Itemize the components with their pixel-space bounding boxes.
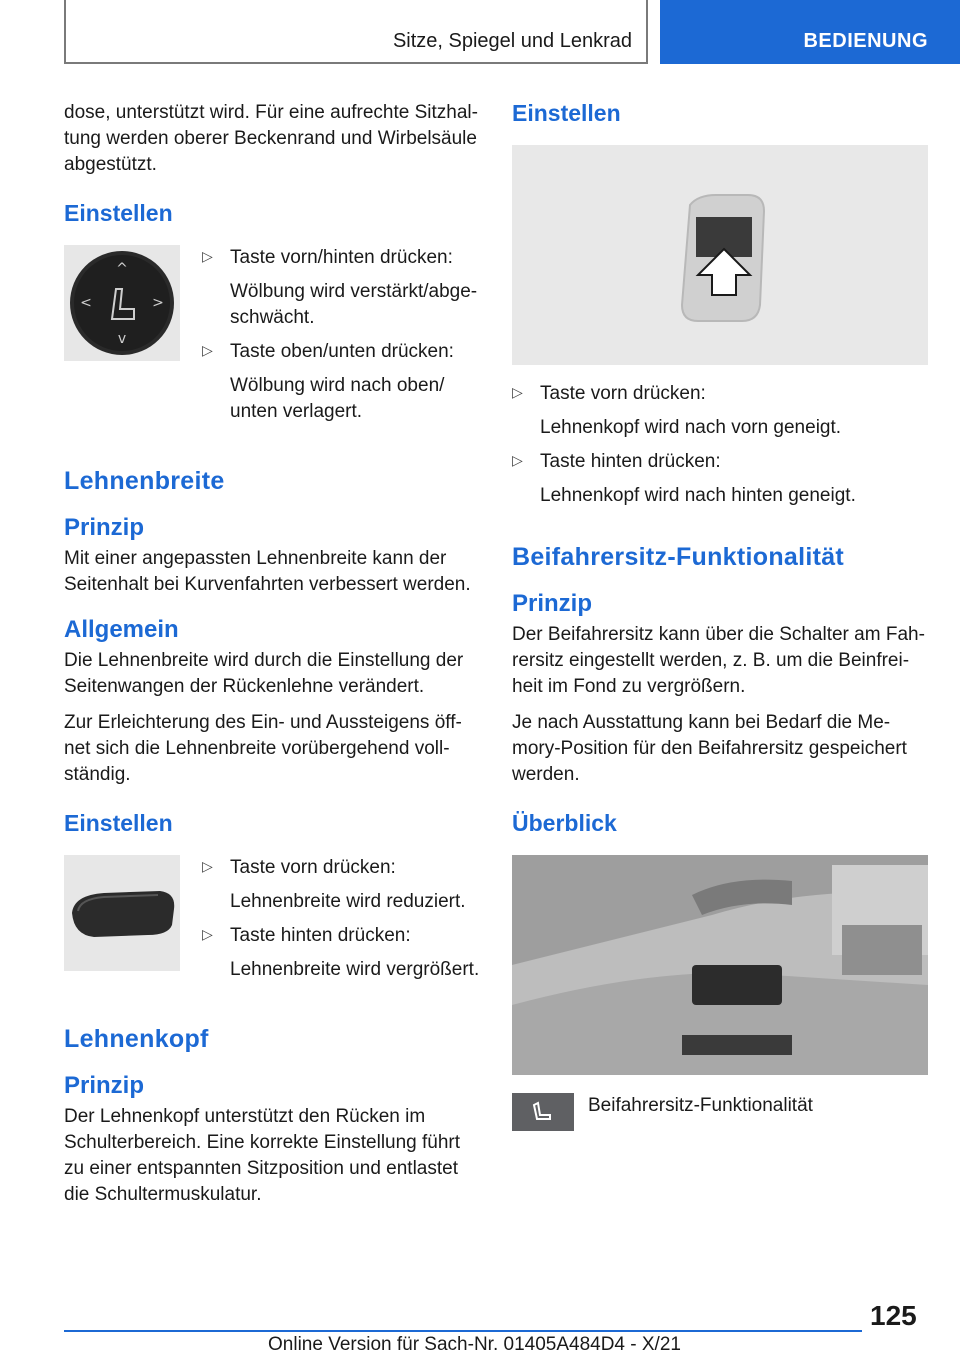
backrest-adjust-heading: Einstellen xyxy=(64,810,173,836)
left-column xyxy=(64,100,480,1218)
overview-heading: Überblick xyxy=(512,810,617,836)
door-panel-image xyxy=(512,855,928,1075)
backrest-width-button-image xyxy=(64,855,180,971)
headrest-steps xyxy=(512,381,928,509)
passenger-seat-icon xyxy=(512,1093,574,1131)
svg-text:^: ^ xyxy=(116,261,128,277)
footer-text: Online Version für Sach-Nr. 01405A484D4 - X/21 xyxy=(268,1334,681,1355)
triangle-bullet-icon: ▷ xyxy=(202,342,213,358)
headrest-principle-text: Der Lehnenkopf unterstützt den Rücken im Schulterbereich. Eine korrekte Einstellung führt zu einer entspannten Sitzposition und entlastet die Schultermuskulatur. xyxy=(64,1106,461,1205)
passenger-principle-heading: Prinzip xyxy=(512,590,593,617)
backrest-principle-text: Mit einer angepassten Lehnenbreite kann der Seitenhalt bei Kurvenfahrten verbessert werden. xyxy=(64,548,471,595)
backrest-adjust-block xyxy=(64,855,480,991)
page-number: 125 xyxy=(870,1300,917,1331)
list-item: ▷ Taste vorn drücken: Lehnenbreite wird reduziert. xyxy=(202,857,466,912)
icon-caption: Beifahrersitz-Funktionalität xyxy=(588,1095,813,1116)
headrest-principle-heading: Prinzip xyxy=(64,1072,145,1099)
svg-text:<: < xyxy=(80,295,92,311)
right-column xyxy=(512,100,928,1131)
headrest-button-image xyxy=(512,145,928,365)
triangle-bullet-icon: ▷ xyxy=(202,248,213,264)
passenger-principle-text-1: Der Beifahrersitz kann über die Schalter am Fah-rersitz eingestellt werden, z. B. um die Beinfrei-heit im Fond zu vergrößern. xyxy=(512,624,925,697)
list-item: ▷ Taste hinten drücken: Lehnenbreite wird vergrößert. xyxy=(202,925,480,980)
list-item: ▷ Taste vorn drücken: Lehnenkopf wird nach vorn geneigt. xyxy=(512,383,842,438)
svg-text:v: v xyxy=(117,331,127,347)
backrest-general-heading: Allgemein xyxy=(64,616,179,643)
svg-text:>: > xyxy=(152,295,164,311)
triangle-bullet-icon: ▷ xyxy=(202,858,213,874)
lumbar-steps xyxy=(202,245,480,433)
header-frame xyxy=(64,0,648,64)
intro-paragraph: dose, unterstützt wird. Für eine aufrechte Sitzhal-tung werden oberer Beckenrand und Wirbelsäule abgestützt. xyxy=(64,102,478,175)
triangle-bullet-icon: ▷ xyxy=(512,384,523,400)
lumbar-adjust-heading: Einstellen xyxy=(64,200,173,226)
backrest-steps xyxy=(202,855,480,991)
list-item: ▷ Taste hinten drücken: Lehnenkopf wird nach hinten geneigt. xyxy=(512,451,856,506)
backrest-width-heading: Lehnenbreite xyxy=(64,467,225,495)
backrest-general-text-1: Die Lehnenbreite wird durch die Einstellung der Seitenwangen der Rückenlehne verändert. xyxy=(64,650,464,697)
chapter-title: Sitze, Spiegel und Lenkrad xyxy=(392,30,632,52)
lumbar-adjust-block xyxy=(64,245,480,433)
headrest-adjust-heading: Einstellen xyxy=(512,100,621,126)
list-item: ▷ Taste oben/unten drücken: Wölbung wird nach oben/ unten verlagert. xyxy=(202,341,454,422)
footer-divider xyxy=(64,1330,862,1332)
triangle-bullet-icon: ▷ xyxy=(512,452,523,468)
headrest-heading: Lehnenkopf xyxy=(64,1025,209,1053)
passenger-principle-text-2: Je nach Ausstattung kann bei Bedarf die Me-mory-Position für den Beifahrersitz gespeichert werden. xyxy=(512,712,907,785)
section-tab[interactable]: BEDIENUNG xyxy=(660,0,960,64)
triangle-bullet-icon: ▷ xyxy=(202,926,213,942)
backrest-general-text-2: Zur Erleichterung des Ein- und Aussteigens öff-net sich die Lehnenbreite vorübergehend voll-ständig. xyxy=(64,712,462,785)
backrest-principle-heading: Prinzip xyxy=(64,514,145,541)
passenger-seat-heading: Beifahrersitz-Funktionalität xyxy=(512,543,845,571)
icon-caption-row xyxy=(512,1093,928,1131)
list-item: ▷ Taste vorn/hinten drücken: Wölbung wird verstärkt/abge-schwächt. xyxy=(202,247,478,328)
lumbar-control-image xyxy=(64,245,180,361)
